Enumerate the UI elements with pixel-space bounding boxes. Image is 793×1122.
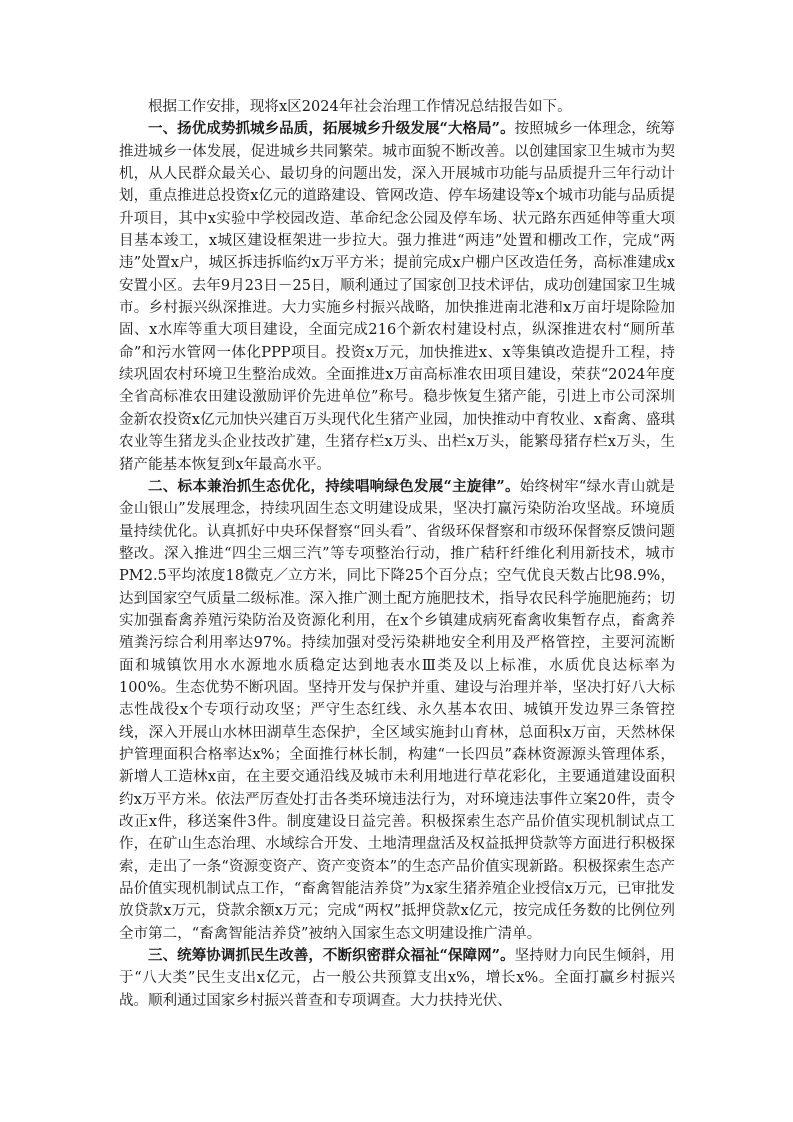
section-2-body: 始终树牢“绿水青山就是金山银山”发展理念，持续巩固生态文明建设成果，坚决打赢污染防治攻坚战。环境质量持续优化。认真抓好中央环保督察“回头看”、省级环保督察和市级环保督察反馈问题整改。深入推进“四尘三烟三汽”等专项整治行动，推广秸秆纤维化利用新技术，城市PM2.5平均浓度18微克／立方米，同比下降25个百分点；空气优良天数占比98.9%，达到国家空气质量二级标准。深入推广测土配方施肥技术，指导农民科学施肥施药；切实加强畜禽养殖污染防治及资源化利用，在x个乡镇建成病死畜禽收集暂存点，畜禽养殖粪污综合利用率达97%。持续加强对受污染耕地安全利用及严格管控，主要河流断面和城镇饮用水水源地水质稳定达到地表水Ⅲ类及以上标准，水质优良达标率为100%。生态优势不断巩固。坚持开发与保护并重、建设与治理并举，坚决打好八大标志性战役x个专项行动攻坚；严守生态红线、永久基本农田、城镇开发边界三条管控线，深入开展山水林田湖草生态保护，全区域实施封山育林，总面积x万亩，天然林保护管理面积合格率达x%；全面推行林长制，构建“一长四员”森林资源源头管理体系，新增人工造林x亩，在主要交通沿线及城市未利用地进行草花彩化，主要通道建设面积约x万平方米。依法严厉查处打击各类环境违法行为，对环境违法事件立案20件，责令改正x件，移送案件3件。制度建设日益完善。积极探索生态产品价值实现机制试点工作，在矿山生态治理、水域综合开发、土地清理盘活及权益抵押贷款等方面进行积极探索，走出了一条“资源变资产、资产变资本”的生态产品价值实现新路。积极探索生态产品价值实现机制试点工作，“畜禽智能洁养贷”为x家生猪养殖企业授信x万元，已审批发放贷款x万元，贷款余额x万元；完成“两权”抵押贷款x亿元，按完成任务数的比例位列全市第二，“畜禽智能洁养贷”被纳入国家生态文明建设推广清单。 bbox=[119, 478, 675, 942]
intro-paragraph: 根据工作安排，现将x区2024年社会治理工作情况总结报告如下。 bbox=[148, 99, 572, 115]
section-2-paragraph bbox=[119, 476, 675, 945]
section-1-heading: 一、扬优成势抓城乡品质，拓展城乡升级发展“大格局”。 bbox=[148, 120, 515, 138]
section-1-paragraph bbox=[119, 118, 675, 476]
section-3-heading: 三、统筹协调抓民生改善，不断织密群众福祉“保障网”。 bbox=[148, 947, 515, 965]
section-3-paragraph bbox=[119, 945, 675, 1012]
section-3-body: 坚持财力向民生倾斜，用于“八大类”民生支出x亿元，占一般公共预算支出x%，增长x%。全面打赢乡村振兴战。顺利通过国家乡村振兴普查和专项调查。大力扶持光伏、 bbox=[119, 948, 675, 1009]
section-1-body: 按照城乡一体理念，统筹推进城乡一体发展，促进城乡共同繁荣。城市面貌不断改善。以创建国家卫生城市为契机，从人民群众最关心、最切身的问题出发，深入开展城市功能与品质提升三年行动计划，重点推进总投资x亿元的道路建设、管网改造、停车场建设等x个城市功能与品质提升项目，其中x实验中学校园改造、革命纪念公园及停车场、状元路东西延伸等重大项目基本竣工，x城区建设框架进一步拉大。强力推进“两违”处置和棚改工作，完成“两违”处置x户，城区拆违拆临约x万平方米；提前完成x户棚户区改造任务，高标准建成x安置小区。去年9月23日－25日，顺利通过了国家创卫技术评估，成功创建国家卫生城市。乡村振兴纵深推进。大力实施乡村振兴战略，加快推进南北港和x万亩圩堤除险加固、x水库等重大项目建设，全面完成216个新农村建设村点，纵深推进农村“厕所革命”和污水管网一体化PPP项目。投资x万元，加快推进x、x等集镇改造提升工程，持续巩固农村环境卫生整治成效。全面推进x万亩高标准农田项目建设，荣获“2024年度全省高标准农田建设激励评价先进单位”称号。稳步恢复生猪产能，引进上市公司深圳金新农投资x亿元加快兴建百万头现代化生猪产业园，加快推动中育牧业、x畜禽、盛琪农业等生猪龙头企业技改扩建，生猪存栏x万头、出栏x万头，能繁母猪存栏x万头，生猪产能基本恢复到x年最高水平。 bbox=[119, 121, 675, 473]
section-2-heading: 二、标本兼治抓生态优化，持续唱响绿色发展“主旋律”。 bbox=[148, 477, 520, 495]
document-page bbox=[119, 96, 675, 1012]
